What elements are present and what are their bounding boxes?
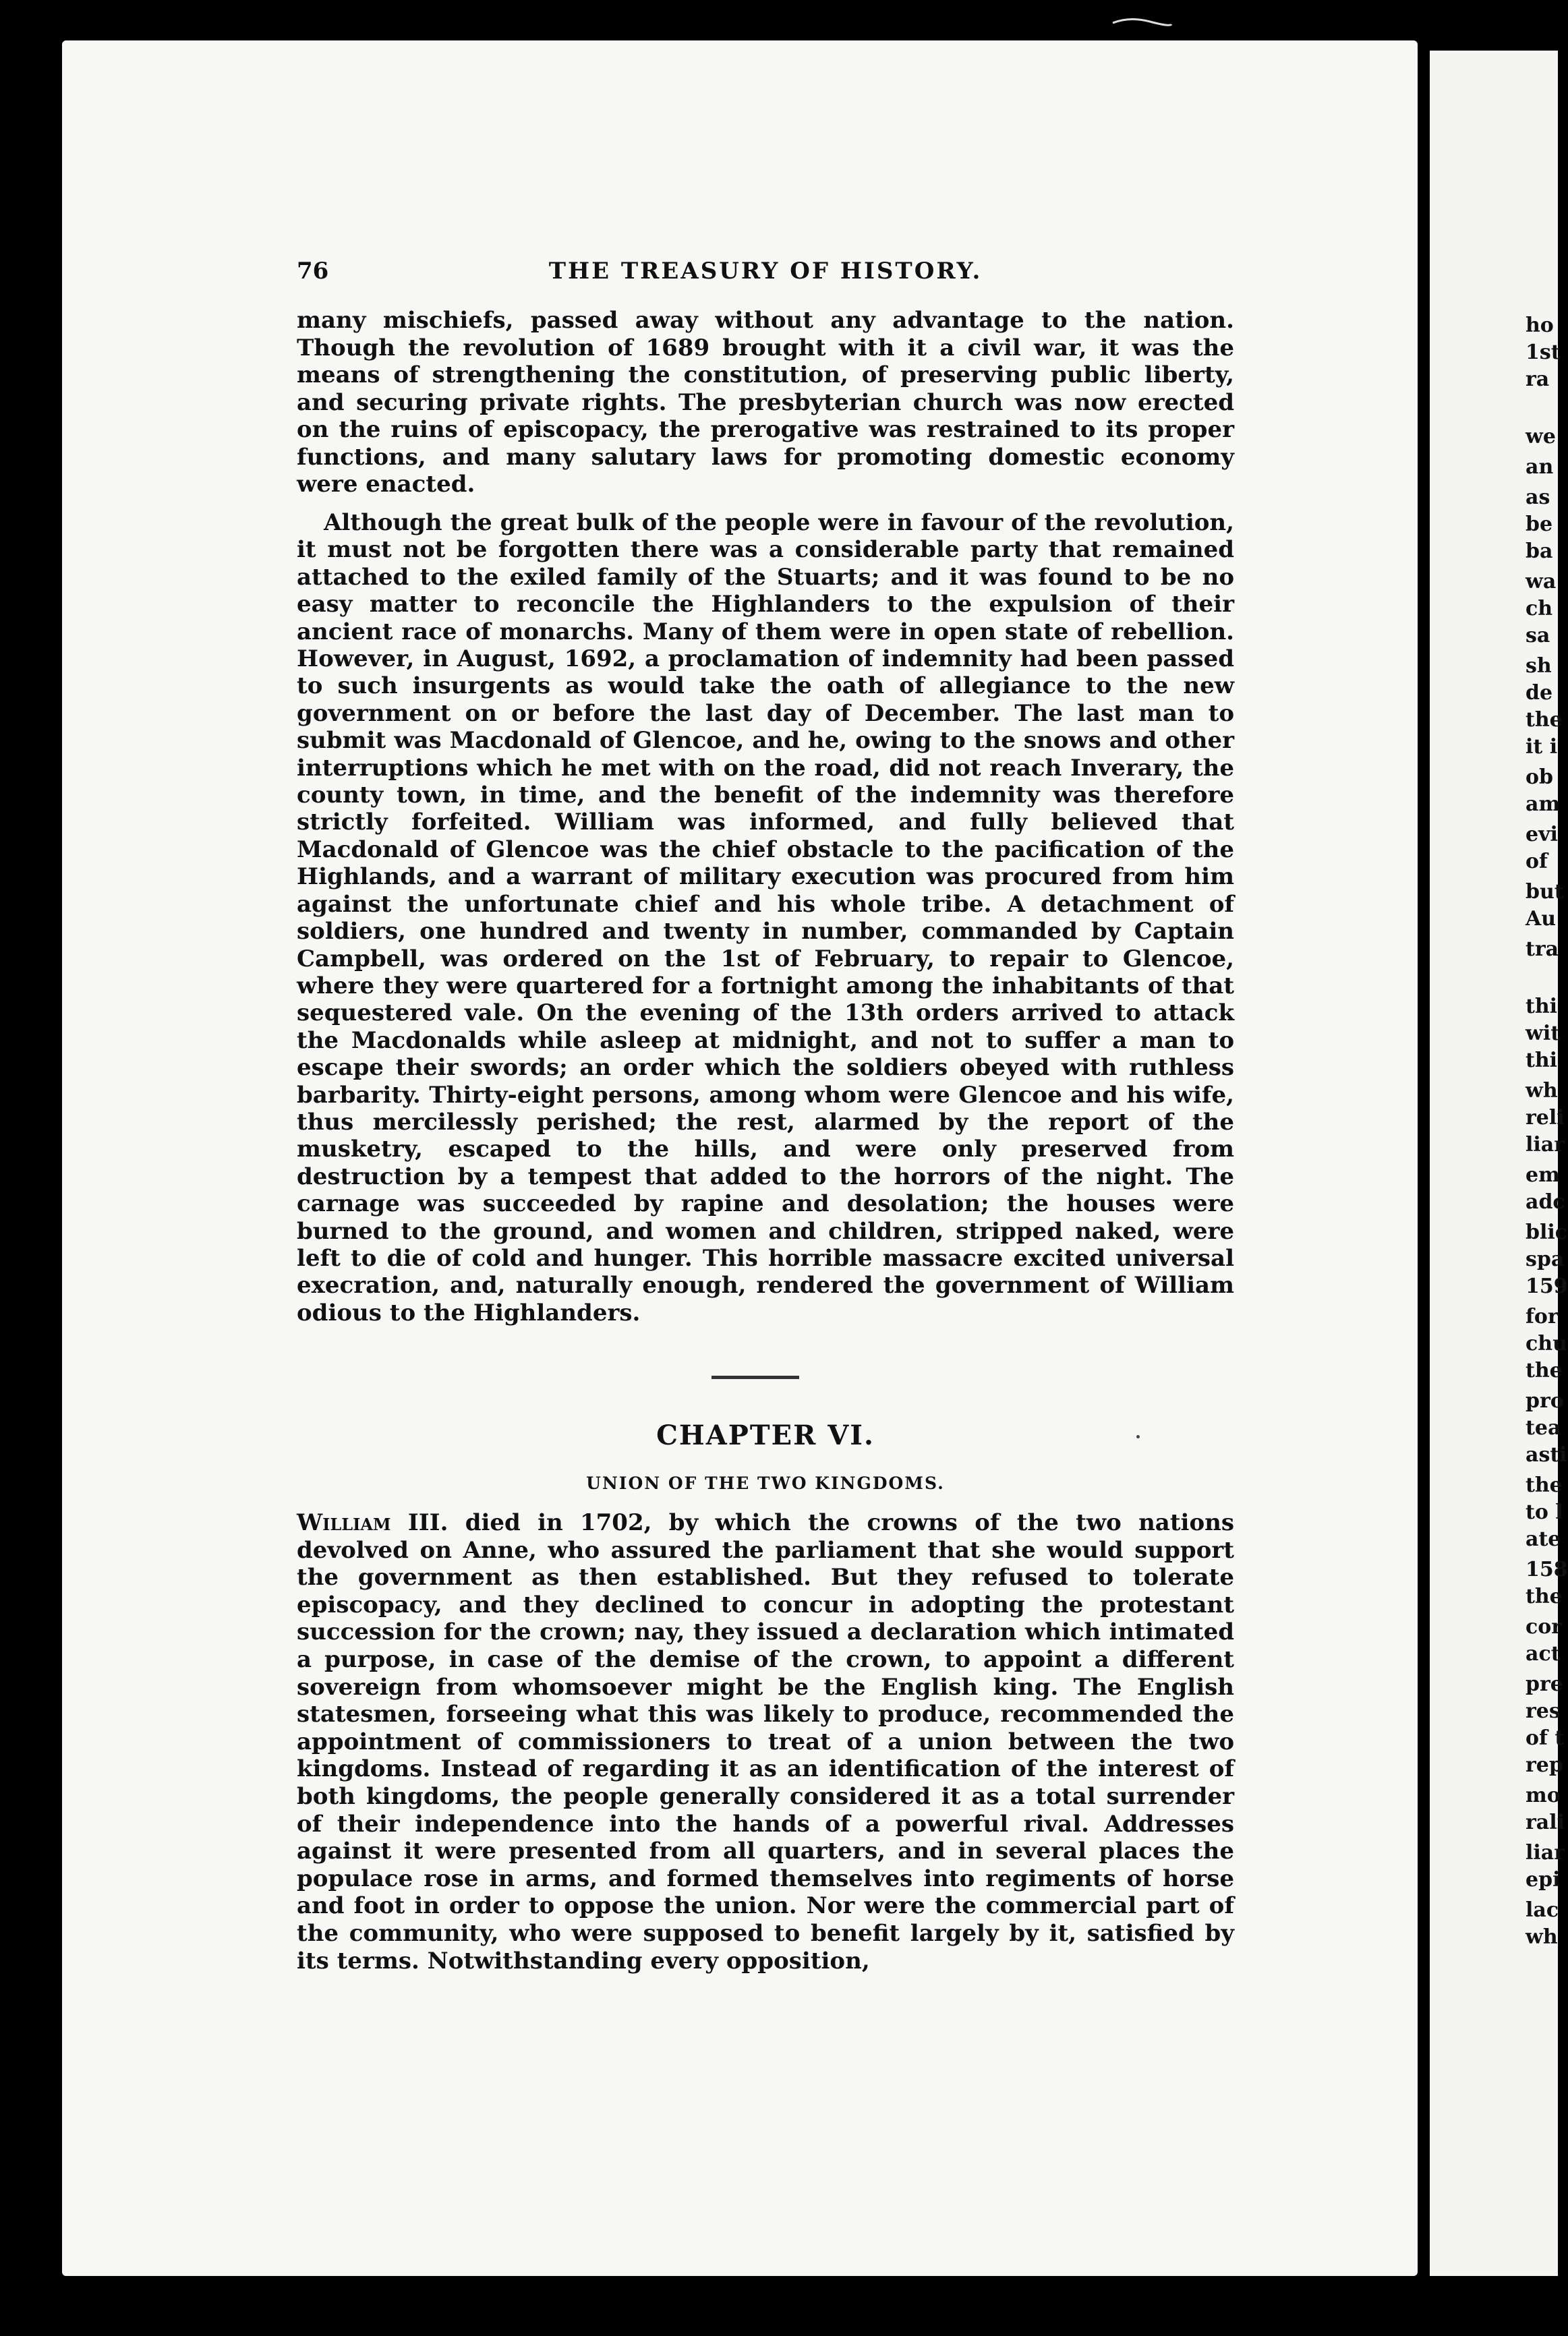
facing-page-fragment: pro [1526, 1389, 1564, 1413]
facing-page-fragment: liar [1526, 1841, 1565, 1865]
facing-page-fragment: an [1526, 455, 1554, 479]
facing-page-fragment: res [1526, 1699, 1561, 1723]
facing-page-fragment: we [1526, 425, 1556, 448]
facing-page-fragment: em [1526, 1163, 1560, 1187]
facing-page-fragment: liar [1526, 1133, 1565, 1157]
running-title: THE TREASURY OF HISTORY. [548, 258, 983, 285]
facing-page-fragment: ra [1526, 368, 1550, 391]
facing-page-fragment: Au [1526, 907, 1557, 931]
facing-page-fragment: tea [1526, 1416, 1561, 1440]
facing-page-fragment: spa [1526, 1248, 1565, 1271]
facing-page-fragment: sh [1526, 654, 1552, 678]
facing-page-fragment: of t [1526, 1726, 1565, 1750]
facing-page-fragment: chu [1526, 1332, 1567, 1355]
facing-page-fragment: rep [1526, 1753, 1563, 1777]
facing-page-fragment: sa [1526, 624, 1550, 647]
facing-page-fragment: epi [1526, 1868, 1561, 1892]
facing-page-fragment: wh [1526, 1925, 1558, 1949]
section-divider [712, 1376, 799, 1379]
facing-page-fragment: thi [1526, 995, 1558, 1018]
facing-page-fragment: of [1526, 850, 1548, 873]
facing-page-fragment: the [1526, 1473, 1563, 1497]
facing-page-fragment: pre [1526, 1672, 1563, 1696]
facing-page-fragment: but [1526, 880, 1564, 904]
facing-page-fragment: be [1526, 513, 1553, 536]
chapter-heading: CHAPTER VI. [656, 1420, 875, 1451]
facing-page-fragment: ob [1526, 765, 1553, 789]
facing-page-fragment: the [1526, 708, 1563, 732]
facing-page-fragment: asti [1526, 1443, 1567, 1467]
chapter-subtitle: UNION OF THE TWO KINGDOMS. [586, 1473, 945, 1493]
facing-page-fragment: reli [1526, 1106, 1565, 1130]
facing-page-fragment: adc [1526, 1190, 1565, 1214]
facing-page-fragment: wh [1526, 1079, 1558, 1103]
pencil-mark [1109, 15, 1173, 30]
running-head [297, 258, 1234, 291]
facing-page-fragment: de [1526, 681, 1553, 705]
facing-page-fragment: ate [1526, 1527, 1561, 1551]
facing-page-fragment: for [1526, 1305, 1559, 1328]
paragraph-2 [297, 509, 1234, 1326]
facing-page-fragment: the [1526, 1585, 1563, 1608]
facing-page-fragment: rali [1526, 1811, 1565, 1834]
paragraph-3-body: III. died in 1702, by which the crowns of the two nations devolved on Anne, who assured the parliament that she would support the government as then established. But they refused to tolerate episcopacy, and they declined to concur in adopting the protestant succession for the crown; nay, they issued a declaration which intimated a purpose, in case of the demise of the crown, to appoint a different sovereign from whomsoever might be the English king. The English statesmen, forseeing what this was likely to produce, recommended the appointment of commissioners to treat of a union between the two kingdoms. Instead of regarding it as an identification of the interest of both kingdoms, the people generally considered it as a total surrender of their independence into the hands of a powerful rival. Addresses against it were presented from all quarters, and in several places the populace rose in arms, and formed themselves into regiments of horse and foot in order to oppose the union. Nor were the commercial part of the community, who were supposed to benefit largely by it, satisfied by its terms. Notwithstanding every opposition, [297, 1509, 1234, 1975]
page-number: 76 [297, 258, 329, 285]
paragraph-1-text: many mischiefs, passed away without any advantage to the nation. Though the revolution of 1689 brought with it a civil war, it was the means of strengthening the constitution, of preserving public liberty, and securing private rights. The presbyterian church was now erected on the ruins of episcopacy, the prerogative was restrained to its proper functions, and many salutary laws for promoting domestic economy were enacted. [297, 307, 1234, 498]
facing-page-fragment: it i [1526, 735, 1558, 759]
facing-page-fragment: ba [1526, 539, 1553, 563]
paragraph-3-text [297, 1509, 1234, 1975]
facing-page-fragment: mo [1526, 1784, 1561, 1807]
facing-page-fragment: to l [1526, 1500, 1563, 1524]
facing-page-fragment: act [1526, 1642, 1561, 1666]
facing-page-fragment: evi [1526, 823, 1558, 846]
facing-page-fragment: 159 [1526, 1275, 1568, 1298]
paragraph-1 [297, 307, 1234, 498]
facing-page-fragment: blic [1526, 1221, 1568, 1244]
facing-page-fragment: as [1526, 486, 1550, 509]
paragraph-3 [297, 1509, 1234, 1975]
facing-page-fragment: wit [1526, 1022, 1561, 1045]
facing-page-fragment: the [1526, 1359, 1563, 1382]
paragraph-2-text: Although the great bulk of the people were in favour of the revolution, it must not be forgotten there was a considerable party that remained attached to the exiled family of the Stuarts; and it was found to be no easy matter to reconcile the Highlanders to the expulsion of their ancient race of monarchs. Many of them were in open state of rebellion. However, in August, 1692, a proclamation of indemnity had been passed to such insurgents as would take the oath of allegiance to the new government on or before the last day of December. The last man to submit was Macdonald of Glencoe, and he, owing to the snows and other interruptions which he met with on the road, did not reach Inverary, the county town, in time, and the benefit of the indemnity was therefore strictly forfeited. William was informed, and fully believed that Macdonald of Glencoe was the chief obstacle to the pacification of the Highlands, and a warrant of military execution was procured from him against the unfortunate chief and his whole tribe. A detachment of soldiers, one hundred and twenty in number, commanded by Captain Campbell, was ordered on the 1st of February, to repair to Glencoe, where they were quartered for a fortnight among the inhabitants of that sequestered vale. On the evening of the 13th orders arrived to attack the Macdonalds while asleep at midnight, and not to suffer a man to escape their swords; an order which the soldiers obeyed with ruthless barbarity. Thirty-eight persons, among whom were Glencoe and his wife, thus mercilessly perished; the rest, alarmed by the report of the musketry, escaped to the hills, and were only preserved from destruction by a tempest that added to the horrors of the night. The carnage was succeeded by rapine and desolation; the houses were burned to the ground, and women and children, stripped naked, were left to die of cold and hunger. This horrible massacre excited universal execration, and, naturally enough, rendered the government of William odious to the Highlanders. [297, 509, 1234, 1326]
facing-page-fragment: tra [1526, 937, 1559, 961]
facing-page-fragment: am [1526, 792, 1561, 816]
facing-page-fragment: thi [1526, 1049, 1558, 1072]
facing-page-fragment: 1st [1526, 341, 1561, 364]
facing-page-fragment: cor [1526, 1615, 1563, 1639]
facing-page-fragment: wa [1526, 570, 1557, 593]
facing-page-fragment: 158 [1526, 1558, 1568, 1581]
facing-page-fragment: lac [1526, 1898, 1559, 1922]
facing-page-fragment: ho [1526, 314, 1554, 337]
lead-word: William [297, 1509, 391, 1536]
facing-page-fragment: ch [1526, 597, 1553, 620]
